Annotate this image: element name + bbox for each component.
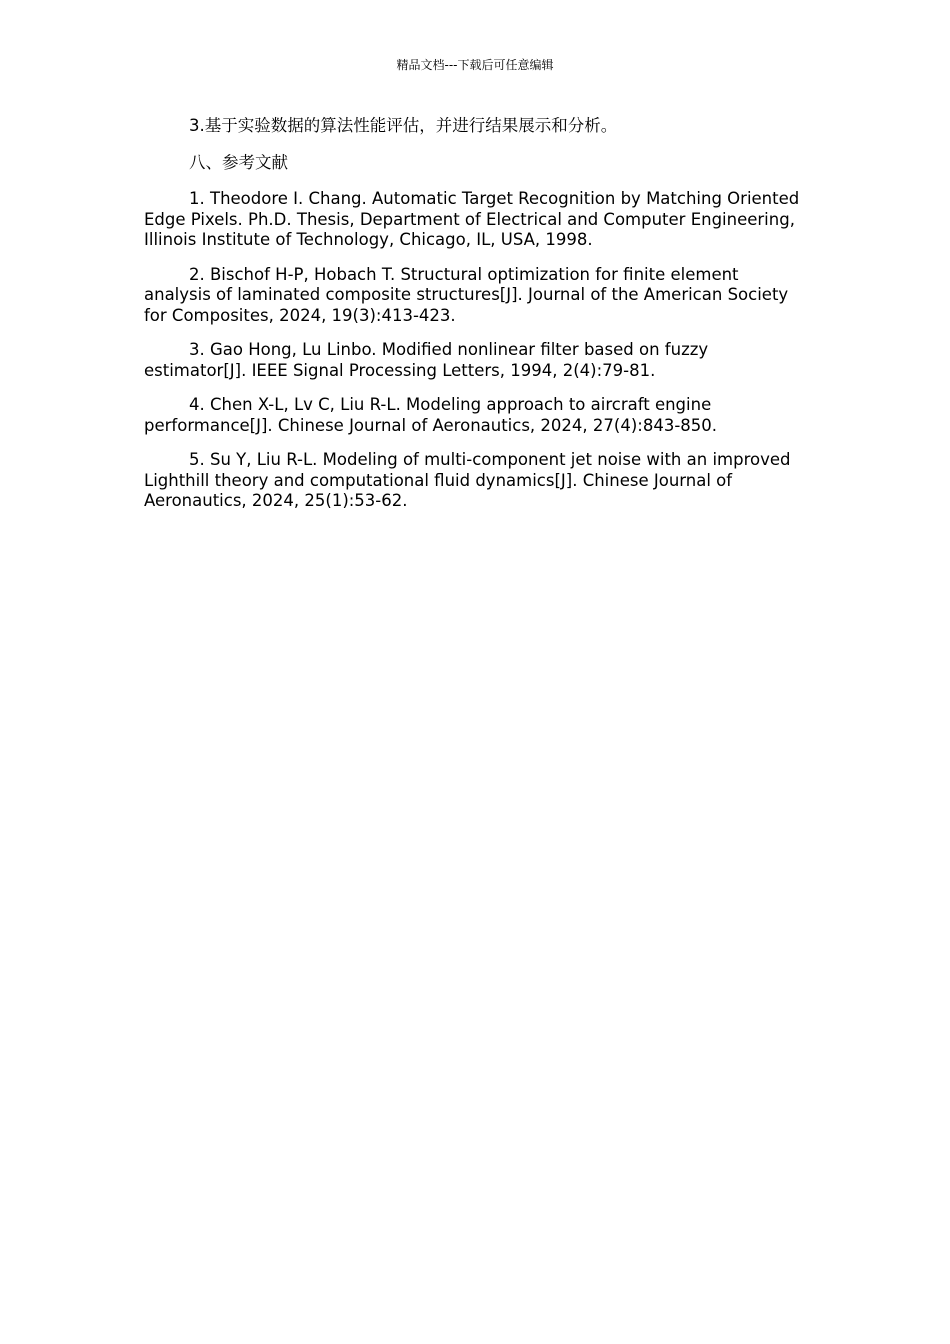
- section-heading-references: 八、参考文献: [189, 152, 288, 172]
- reference-1: 1. Theodore I. Chang. Automatic Target Recognition by Matching Oriented Edge Pixels. Ph.D. Thesis, Department of Electrical and Computer Engineering, Illinois Institute of Technology, Chicago, IL, USA, 1998.: [144, 189, 800, 249]
- reference-3: 3. Gao Hong, Lu Linbo. Modified nonlinear filter based on fuzzy estimator[J]. IEEE Signal Processing Letters, 1994, 2(4):79-81.: [144, 340, 709, 380]
- reference-2: 2. Bischof H-P, Hobach T. Structural optimization for finite element analysis of laminated composite structures[J]. Journal of the American Society for Composites, 2024, 19(3):413-423.: [144, 264, 789, 325]
- reference-4: 4. Chen X-L, Lv C, Liu R-L. Modeling approach to aircraft engine performance[J]. Chinese Journal of Aeronautics, 2024, 27(4):843-850.: [144, 395, 718, 435]
- document-body: [144, 116, 808, 526]
- reference-5: 5. Su Y, Liu R-L. Modeling of multi-component jet noise with an improved Lighthill theory and computational fluid dynamics[J]. Chinese Journal of Aeronautics, 2024, 25(1):53-62.: [144, 450, 791, 510]
- page-header: 精品文档---下载后可任意编辑: [396, 58, 554, 72]
- list-item-3: 3.基于实验数据的算法性能评估，并进行结果展示和分析。: [189, 116, 618, 135]
